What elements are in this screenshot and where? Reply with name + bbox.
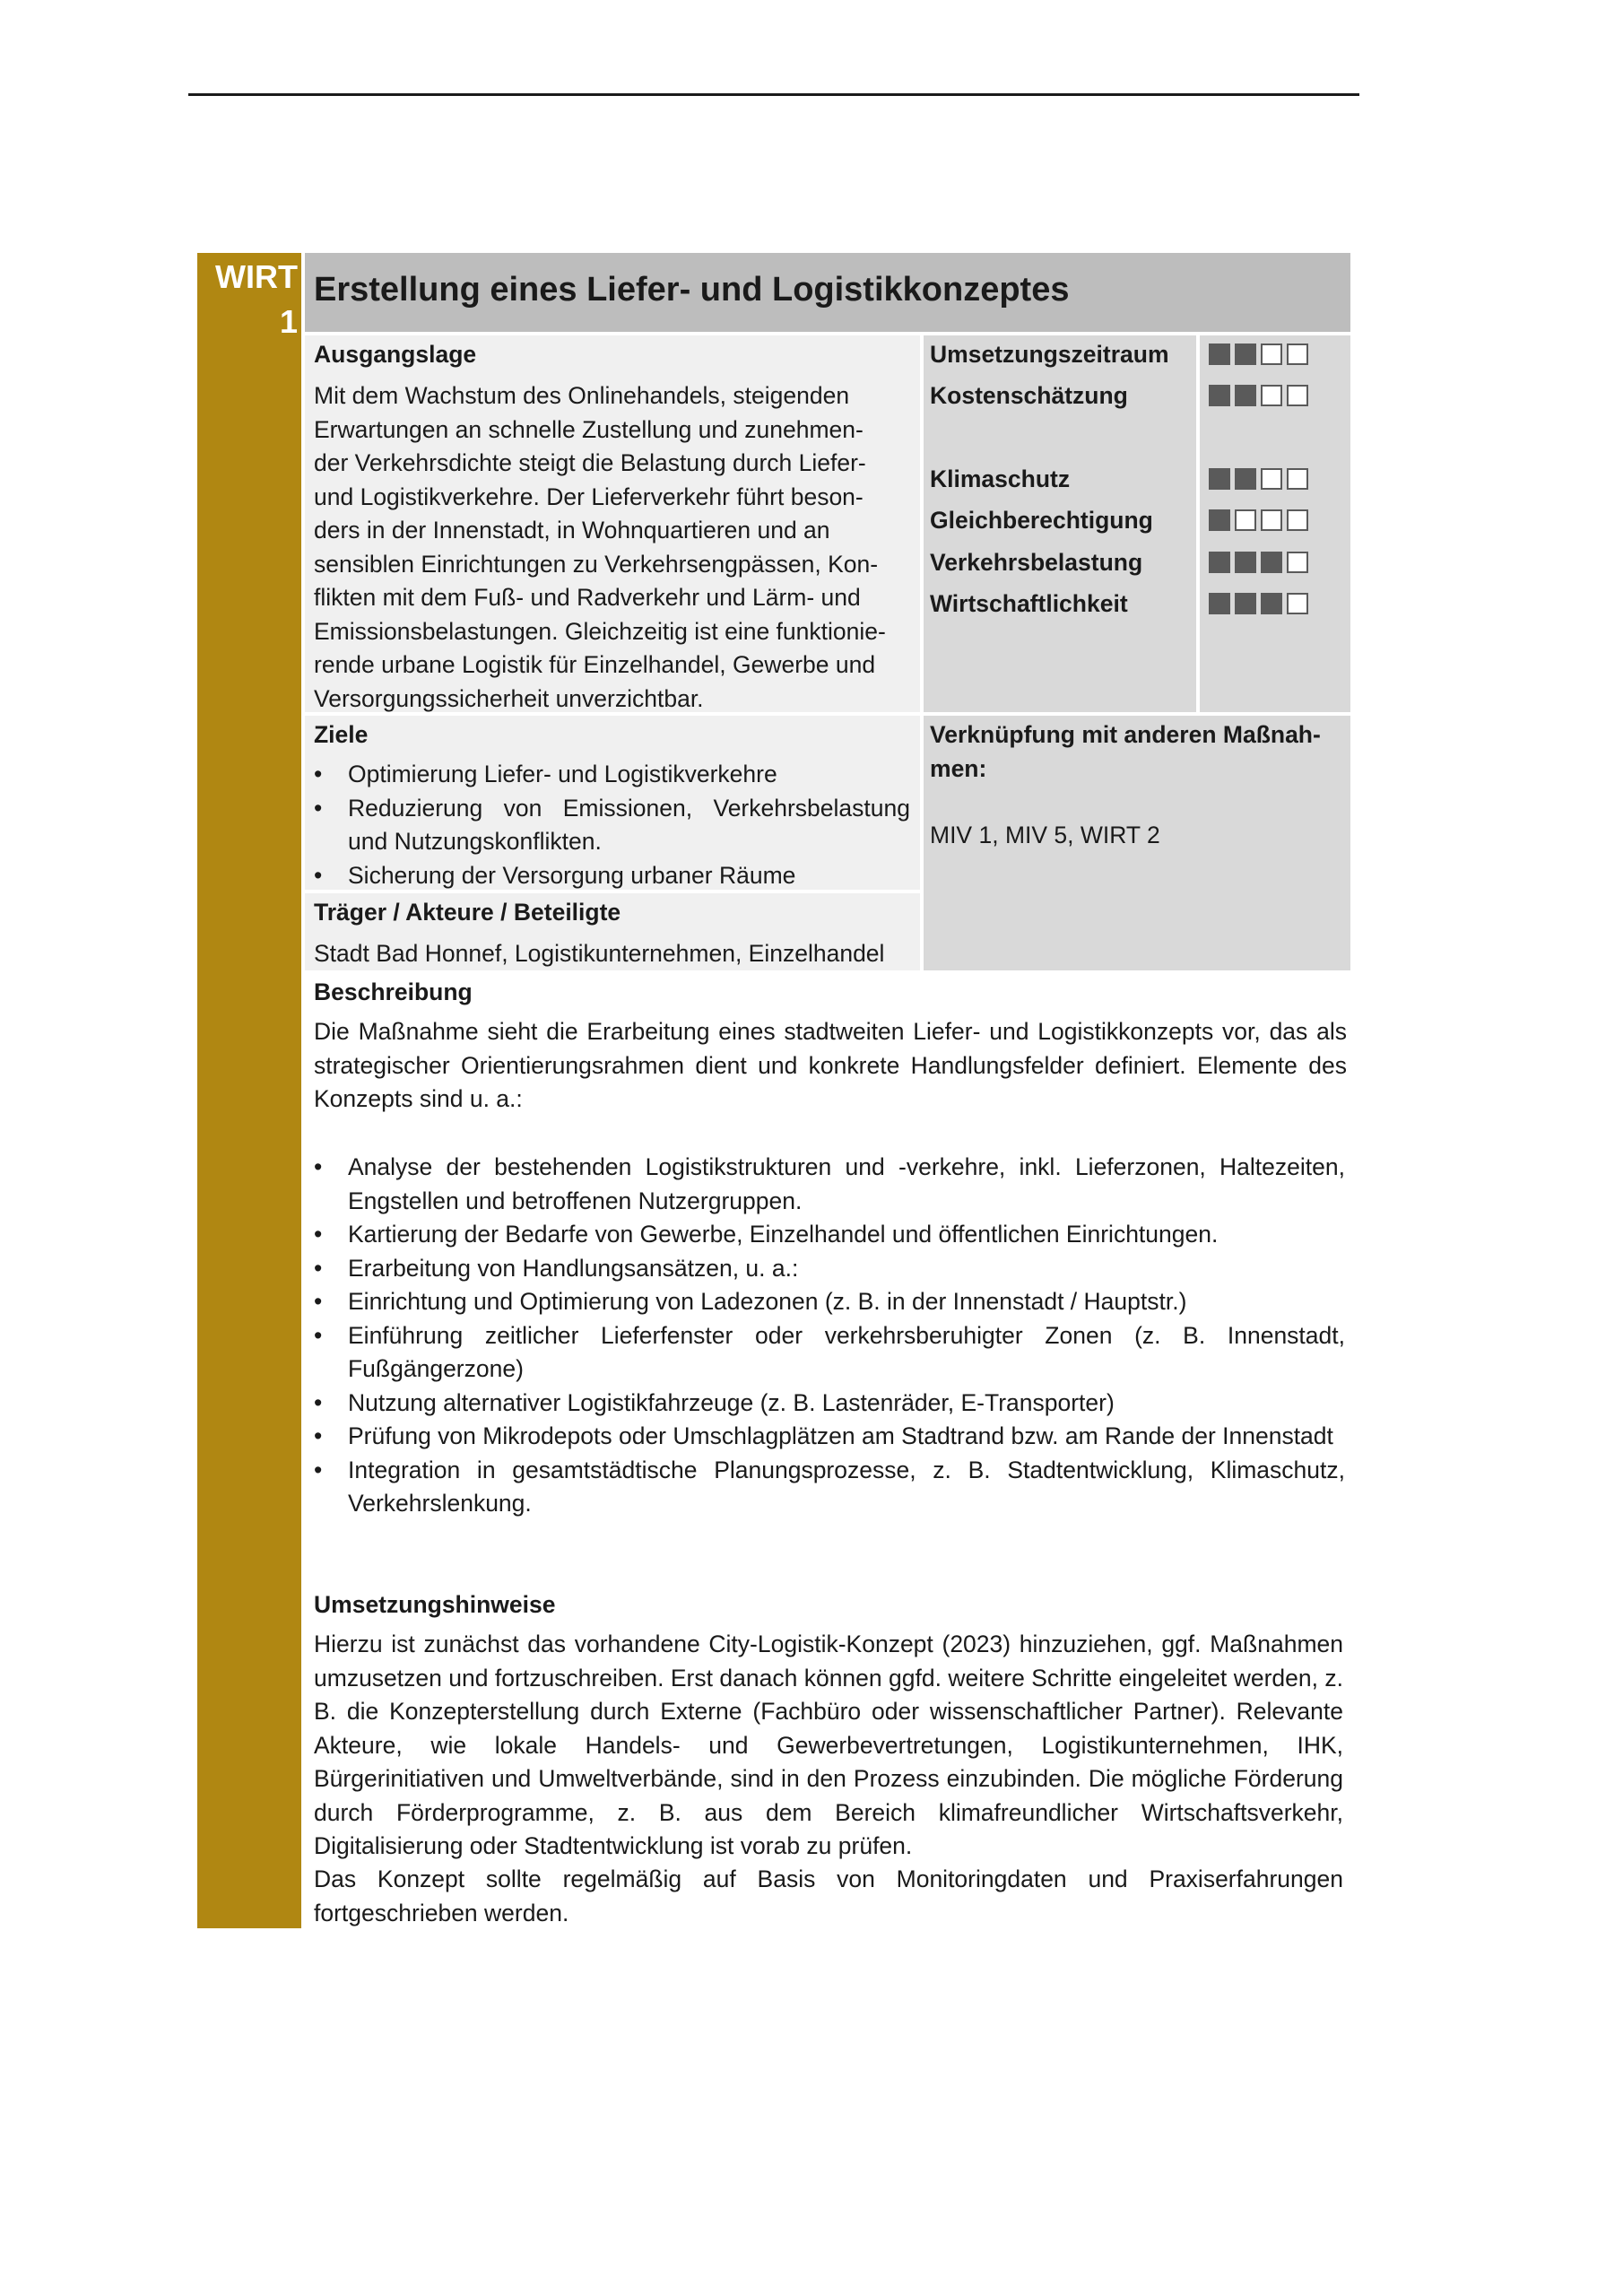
- rating-square-filled: [1209, 552, 1230, 573]
- rating-square-filled: [1235, 385, 1256, 406]
- rating-square-filled: [1209, 593, 1230, 614]
- traeger-text: Stadt Bad Honnef, Logistikunternehmen, Einzelhandel: [314, 940, 885, 967]
- rating-scale-gleichberechtigung: [1209, 509, 1308, 531]
- rating-square-filled: [1209, 468, 1230, 490]
- rating-scale-umsetzungszeitraum: [1209, 344, 1308, 365]
- rating-square-empty: [1287, 552, 1308, 573]
- heading-line: men:: [930, 754, 987, 782]
- rating-label-kostenschaetzung: Kostenschätzung: [930, 382, 1128, 409]
- list-item: • Reduzierung von Emissionen, Verkehrsbelastung und Nutzungskonflikten.: [314, 792, 910, 859]
- text-line: der Verkehrsdichte steigt die Belastung durch Liefer-: [314, 449, 866, 476]
- rating-square-filled: [1235, 593, 1256, 614]
- category-bar: [197, 253, 301, 1928]
- rating-label-gleichberechtigung: Gleichberechtigung: [930, 507, 1153, 534]
- rating-label-klimaschutz: Klimaschutz: [930, 465, 1071, 492]
- heading-line: Verknüpfung mit anderen Maßnah-: [930, 721, 1321, 748]
- list-item: • Analyse der bestehenden Logistikstrukturen und -verkehre, inkl. Lieferzonen, Haltezeiten, Engstellen und betroffenen Nutzergruppen.: [314, 1151, 1345, 1218]
- text-line: Mit dem Wachstum des Onlinehandels, steigenden: [314, 382, 850, 409]
- verknuepfung-text: MIV 1, MIV 5, WIRT 2: [930, 822, 1160, 848]
- list-item: • Einrichtung und Optimierung von Ladezonen (z. B. in der Innenstadt / Hauptstr.): [314, 1285, 1345, 1319]
- rating-square-empty: [1287, 593, 1308, 614]
- text-line: Emissionsbelastungen. Gleichzeitig ist eine funktionie-: [314, 617, 886, 645]
- text-line: rende urbane Logistik für Einzelhandel, Gewerbe und: [314, 651, 876, 678]
- rating-square-empty: [1287, 509, 1308, 531]
- umsetzung-paragraph-2: Das Konzept sollte regelmäßig auf Basis von Monitoringdaten und Praxiserfahrungen fortgeschrieben werden.: [314, 1866, 1343, 1926]
- measure-title: Erstellung eines Liefer- und Logistikkonzeptes: [314, 271, 1070, 309]
- rating-scale-kostenschaetzung: [1209, 385, 1308, 406]
- rating-square-empty: [1261, 509, 1282, 531]
- list-item: • Prüfung von Mikrodepots oder Umschlagplätzen am Stadtrand bzw. am Rande der Innenstadt: [314, 1420, 1345, 1454]
- rating-scale-wirtschaftlichkeit: [1209, 593, 1308, 614]
- rating-square-filled: [1209, 344, 1230, 365]
- list-item: • Integration in gesamtstädtische Planungsprozesse, z. B. Stadtentwicklung, Klimaschutz, Verkehrslenkung.: [314, 1454, 1345, 1521]
- rating-square-filled: [1209, 509, 1230, 531]
- ausgangslage-text: [314, 379, 924, 716]
- rating-square-filled: [1261, 593, 1282, 614]
- measure-code-number: 1: [279, 303, 298, 340]
- text-line: flikten mit dem Fuß- und Radverkehr und Lärm- und: [314, 584, 861, 611]
- beschreibung-heading: Beschreibung: [314, 978, 473, 1005]
- rating-square-empty: [1287, 468, 1308, 490]
- umsetzung-heading: Umsetzungshinweise: [314, 1591, 556, 1618]
- list-item: • Einführung zeitlicher Lieferfenster oder verkehrsberuhigter Zonen (z. B. Innenstadt, Fußgängerzone): [314, 1319, 1345, 1387]
- text-line: Erwartungen an schnelle Zustellung und zunehmen-: [314, 415, 864, 443]
- text-line: Versorgungssicherheit unverzichtbar.: [314, 684, 704, 712]
- text-line: sensiblen Einrichtungen zu Verkehrsengpässen, Kon-: [314, 550, 879, 578]
- rating-label-wirtschaftlichkeit: Wirtschaftlichkeit: [930, 590, 1128, 617]
- rating-square-filled: [1261, 552, 1282, 573]
- rating-square-empty: [1261, 468, 1282, 490]
- rating-square-empty: [1261, 385, 1282, 406]
- list-item: • Erarbeitung von Handlungsansätzen, u. a.:: [314, 1252, 1345, 1286]
- list-item: • Nutzung alternativer Logistikfahrzeuge (z. B. Lastenräder, E-Transporter): [314, 1387, 1345, 1421]
- beschreibung-intro: Die Maßnahme sieht die Erarbeitung eines stadtweiten Liefer- und Logistikkonzepts vor, das als strategischer Orientierungsrahmen dient und konkrete Handlungsfelder definiert. Elemente des Konzepts sind u. a.:: [314, 1018, 1347, 1112]
- rating-square-filled: [1235, 552, 1256, 573]
- rating-square-empty: [1261, 344, 1282, 365]
- rating-square-filled: [1235, 344, 1256, 365]
- header-rule: [188, 93, 1359, 96]
- rating-scale-verkehrsbelastung: [1209, 552, 1308, 573]
- rating-scale-klimaschutz: [1209, 468, 1308, 490]
- rating-label-umsetzungszeitraum: Umsetzungszeitraum: [930, 341, 1169, 368]
- measure-code-prefix: WIRT: [215, 258, 298, 295]
- list-item: • Optimierung Liefer- und Logistikverkehre: [314, 758, 910, 792]
- rating-square-empty: [1287, 385, 1308, 406]
- verknuepfung-heading: [930, 718, 1351, 786]
- text-line: ders in der Innenstadt, in Wohnquartieren und an: [314, 517, 830, 544]
- list-item: • Kartierung der Bedarfe von Gewerbe, Einzelhandel und öffentlichen Einrichtungen.: [314, 1218, 1345, 1252]
- ziele-list: [314, 758, 910, 892]
- umsetzung-paragraph-1: Hierzu ist zunächst das vorhandene City-Logistik-Konzept (2023) hinzuziehen, ggf. Maßnahmen umzusetzen und fortzuschreiben. Erst danach können ggfd. weitere Schritte eingeleitet werden, z. B. die Konzepterstellung durch Externe (Fachbüro oder wissenschaftlicher Partner). Relevante Akteure, wie lokale Handels- und Gewerbevertretungen, Logistikunternehmen, IHK, Bürgerinitiativen und Umweltverbände, sind in den Prozess einzubinden. Die mögliche Förderung durch Förderprogramme, z. B. aus dem Bereich klimafreundlicher Wirtschaftsverkehr, Digitalisierung oder Stadtentwicklung ist vorab zu prüfen.: [314, 1631, 1343, 1859]
- rating-square-empty: [1287, 344, 1308, 365]
- ziele-heading: Ziele: [314, 721, 369, 748]
- rating-square-filled: [1235, 468, 1256, 490]
- ausgangslage-heading: Ausgangslage: [314, 341, 477, 368]
- rating-square-empty: [1235, 509, 1256, 531]
- list-item: • Sicherung der Versorgung urbaner Räume: [314, 859, 910, 893]
- text-line: und Logistikverkehre. Der Lieferverkehr führt beson-: [314, 483, 864, 510]
- rating-label-verkehrsbelastung: Verkehrsbelastung: [930, 549, 1143, 576]
- beschreibung-list: [314, 1151, 1345, 1521]
- rating-square-filled: [1209, 385, 1230, 406]
- traeger-heading: Träger / Akteure / Beteiligte: [314, 899, 621, 926]
- measure-code: [197, 255, 301, 344]
